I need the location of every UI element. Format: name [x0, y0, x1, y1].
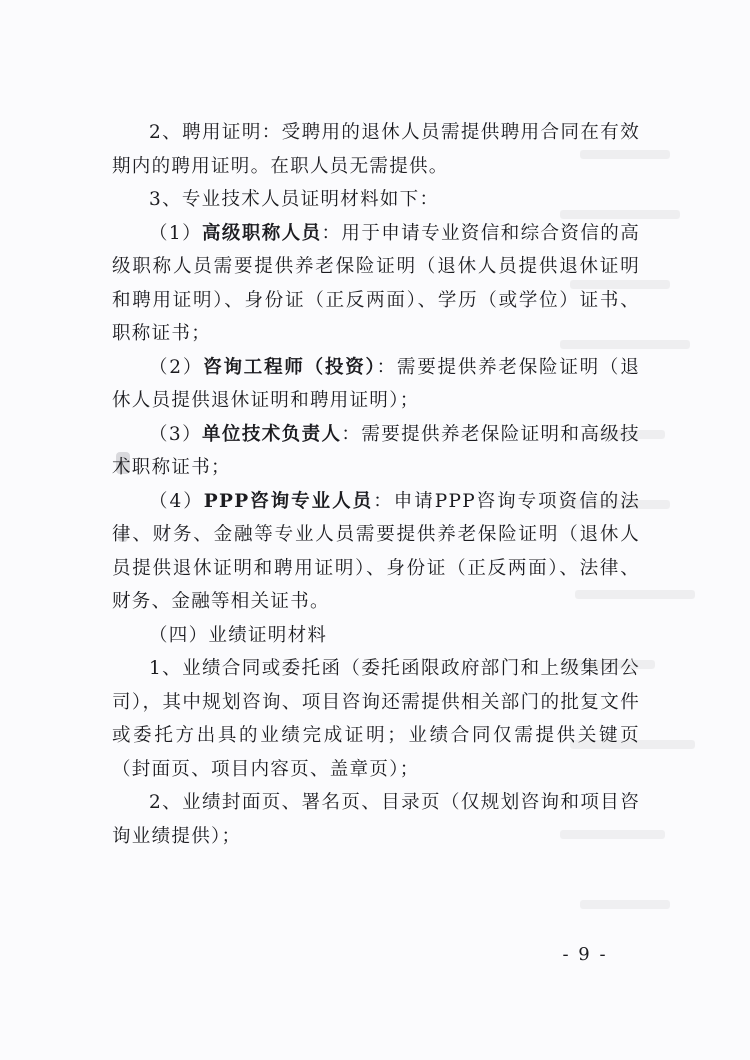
- item-number: （3）: [149, 423, 203, 445]
- paragraph-technical-lead: [112, 418, 640, 485]
- item-number: （4）: [149, 490, 204, 512]
- paragraph-text: ：用于申请专业资信和综合资信的高级职称人员需要提供养老保险证明（退休人员提供退休证明和聘用证明）、身份证（正反两面）、学历（或学位）证书、职称证书；: [112, 222, 640, 344]
- page-number: - 9 -: [562, 944, 608, 965]
- paragraph-text: 3、专业技术人员证明材料如下：: [149, 189, 440, 210]
- paragraph-performance-cover: [112, 786, 640, 853]
- section-heading-text: （四）业绩证明材料: [149, 624, 328, 646]
- paragraph-text: ：需要提供养老保险证明和高级技术职称证书；: [112, 423, 640, 478]
- paragraph-ppp-staff: [112, 485, 640, 619]
- bold-term: 咨询工程师（投资）: [203, 356, 377, 378]
- paragraph-performance-contract: [112, 652, 640, 786]
- document-body: [112, 116, 640, 853]
- paragraph-tech-staff-intro: [112, 183, 640, 217]
- bold-term: PPP咨询专业人员: [203, 490, 374, 512]
- item-number: （1）: [149, 222, 203, 244]
- paragraph-text: ：需要提供养老保险证明（退休人员提供退休证明和聘用证明）；: [112, 356, 641, 411]
- section-heading-performance: [112, 619, 640, 653]
- paragraph-text: 2、聘用证明：受聘用的退休人员需提供聘用合同在有效期内的聘用证明。在职人员无需提供。: [112, 122, 640, 177]
- bold-term: 单位技术负责人: [202, 423, 342, 445]
- paragraph-text: 2、业绩封面页、署名页、目录页（仅规划咨询和项目咨询业绩提供）；: [112, 792, 640, 847]
- paragraph-text: ：申请PPP咨询专项资信的法律、财务、金融等专业人员需要提供养老保险证明（退休人员提供退休证明和聘用证明）、身份证（正反两面）、法律、财务、金融等相关证书。: [112, 490, 641, 612]
- paragraph-consulting-engineer: [112, 351, 640, 418]
- bold-term: 高级职称人员: [202, 222, 322, 244]
- paragraph-employment-proof: [112, 116, 640, 183]
- item-number: （2）: [149, 356, 204, 378]
- paragraph-text: 1、业绩合同或委托函（委托函限政府部门和上级集团公司），其中规划咨询、项目咨询还需提供相关部门的批复文件或委托方出具的业绩完成证明；业绩合同仅需提供关键页（封面页、项目内容页、盖章页）；: [112, 658, 640, 780]
- paragraph-senior-title-staff: [112, 217, 640, 351]
